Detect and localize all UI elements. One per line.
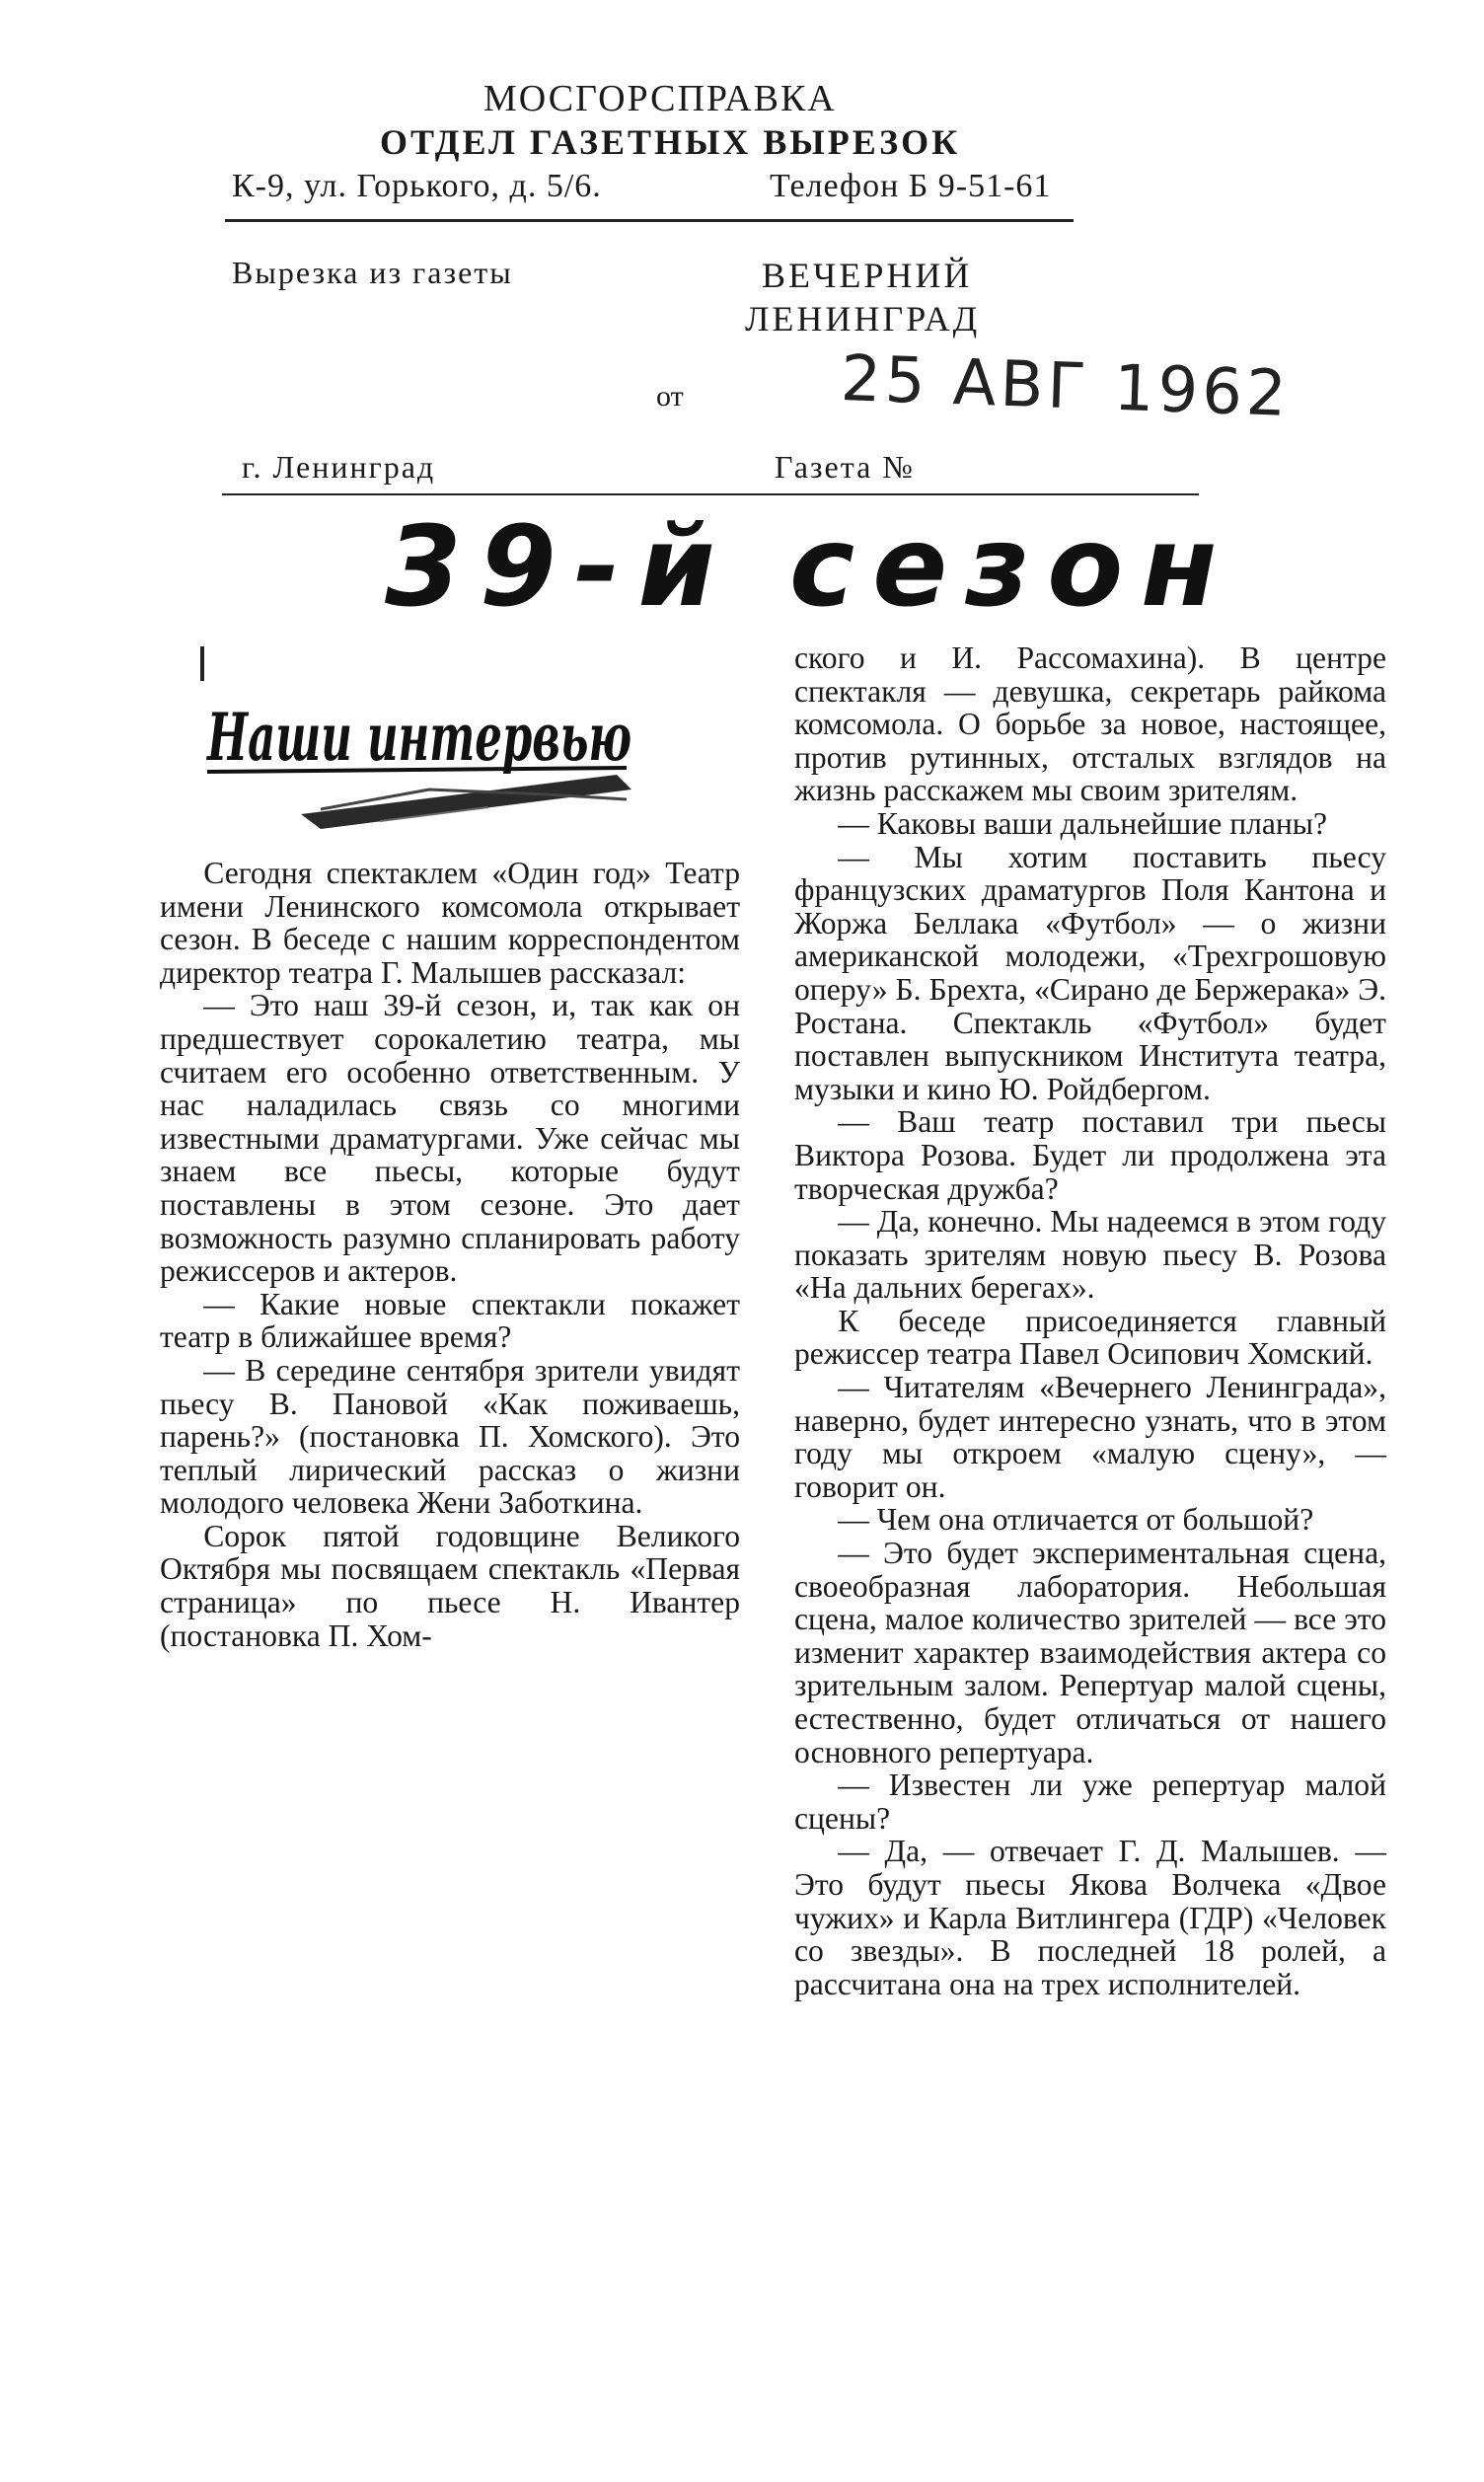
from-label: от: [656, 380, 684, 413]
article-title: 39-й сезон: [385, 503, 1235, 632]
paragraph: — Известен ли уже репертуар малой сцены?: [794, 1767, 1386, 1836]
paragraph: — Ваш театр поставил три пьесы Виктора Розова. Будет ли продолжена эта творческая дружба?: [794, 1104, 1386, 1206]
paragraph: — Чем она отличается от большой?: [838, 1502, 1314, 1538]
org-name: МОСГОРСПРАВКА: [483, 78, 837, 119]
newspaper-name-line2: ЛЕНИНГРАД: [745, 299, 981, 338]
paragraph: — Какие новые спектакли покажет театр в ближайшее время?: [160, 1286, 740, 1355]
paragraph: Сегодня спектаклем «Один год» Театр имени Ленинского комсомола открывает сезон. В беседе с нашим корреспондентом директор театра Г. Малышев рассказал:: [160, 856, 740, 990]
paragraph: К беседе присоединяется главный режиссер театра Павел Осипович Хомский.: [794, 1303, 1386, 1372]
paragraph: — Мы хотим поставить пьесу французских драматургов Поля Кантона и Жоржа Беллака «Футбол» — о жизни американской молодежи, «Трехгрошовую оперу» Б. Брехта, «Сирано де Бержерака» Э. Ростана. Спектакль «Футбол» будет поставлен выпускником Института театра, музыки и кино Ю. Ройдбергом.: [794, 839, 1386, 1106]
gazette-number-label: Газета №: [775, 449, 915, 485]
paragraph: Сорок пятой годовщине Великого Октября мы посвящаем спектакль «Первая страница» по пьесе Н. Ивантер (постановка П. Хом-: [160, 1518, 740, 1653]
paragraph: — В середине сентября зрители увидят пьесу В. Пановой «Как поживаешь, парень?» (постановка П. Хомского). Это теплый лирический рассказ о жизни молодого человека Жени Заботкина.: [160, 1352, 740, 1521]
date-stamp: 25 АВГ 1962: [839, 342, 1292, 431]
paragraph: — Читателям «Вечернего Ленинграда», наверно, будет интересно узнать, что в этом году мы откроем «малую сцену», — говорит он.: [794, 1370, 1386, 1504]
article-right-column: [794, 641, 1386, 2000]
rubric-logo: [192, 641, 646, 839]
address: К-9, ул. Горького, д. 5/6.: [232, 168, 602, 204]
paragraph: — Да, — отвечает Г. Д. Малышев. — Это будут пьесы Якова Волчека «Двое чужих» и Карла Витлингера (ГДР) «Человек со звезды». В последней 18 ролей, а рассчитана она на трех исполнителей.: [794, 1834, 1386, 2001]
rubric-title: Наши интервью: [205, 699, 631, 776]
paragraph: — Это наш 39-й сезон, и, так как он предшествует сорокалетию театра, мы считаем его особенно ответственным. У нас наладилась связь со многими известными драматургами. Уже сейчас мы знаем все пьесы, которые будут поставлены в этом сезоне. Это дает возможность разумно спланировать работу режиссеров и актеров.: [160, 988, 740, 1289]
paragraph: — Да, конечно. Мы надеемся в этом году показать зрителям новую пьесу В. Розова «На дальних берегах».: [794, 1204, 1386, 1306]
department-name: ОТДЕЛ ГАЗЕТНЫХ ВЫРЕЗОК: [380, 122, 961, 162]
clip-label: Вырезка из газеты: [232, 255, 513, 290]
pen-illustration: [192, 641, 646, 839]
header-rule: [225, 219, 1074, 222]
paragraph: ского и И. Рассомахина). В центре спектакля — девушка, секретарь райкома комсомола. О борьбе за новое, настоящее, против рутинных, отсталых взглядов на жизнь расскажем мы своим зрителям.: [794, 640, 1386, 808]
paragraph: — Каковы ваши дальнейшие планы?: [838, 805, 1328, 841]
city: г. Ленинград: [242, 449, 436, 485]
paragraph: — Это будет экспериментальная сцена, своеобразная лаборатория. Небольшая сцена, малое количество зрителей — все это изменит характер взаимодействия актера со зрительным залом. Репертуар малой сцены, естественно, будет отличаться от нашего основного репертуара.: [794, 1536, 1386, 1769]
newspaper-name-line1: ВЕЧЕРНИЙ: [762, 256, 973, 295]
article-left-column: [160, 857, 740, 1652]
phone: Телефон Б 9-51-61: [770, 168, 1052, 204]
header-bottom-rule: [222, 493, 1199, 495]
